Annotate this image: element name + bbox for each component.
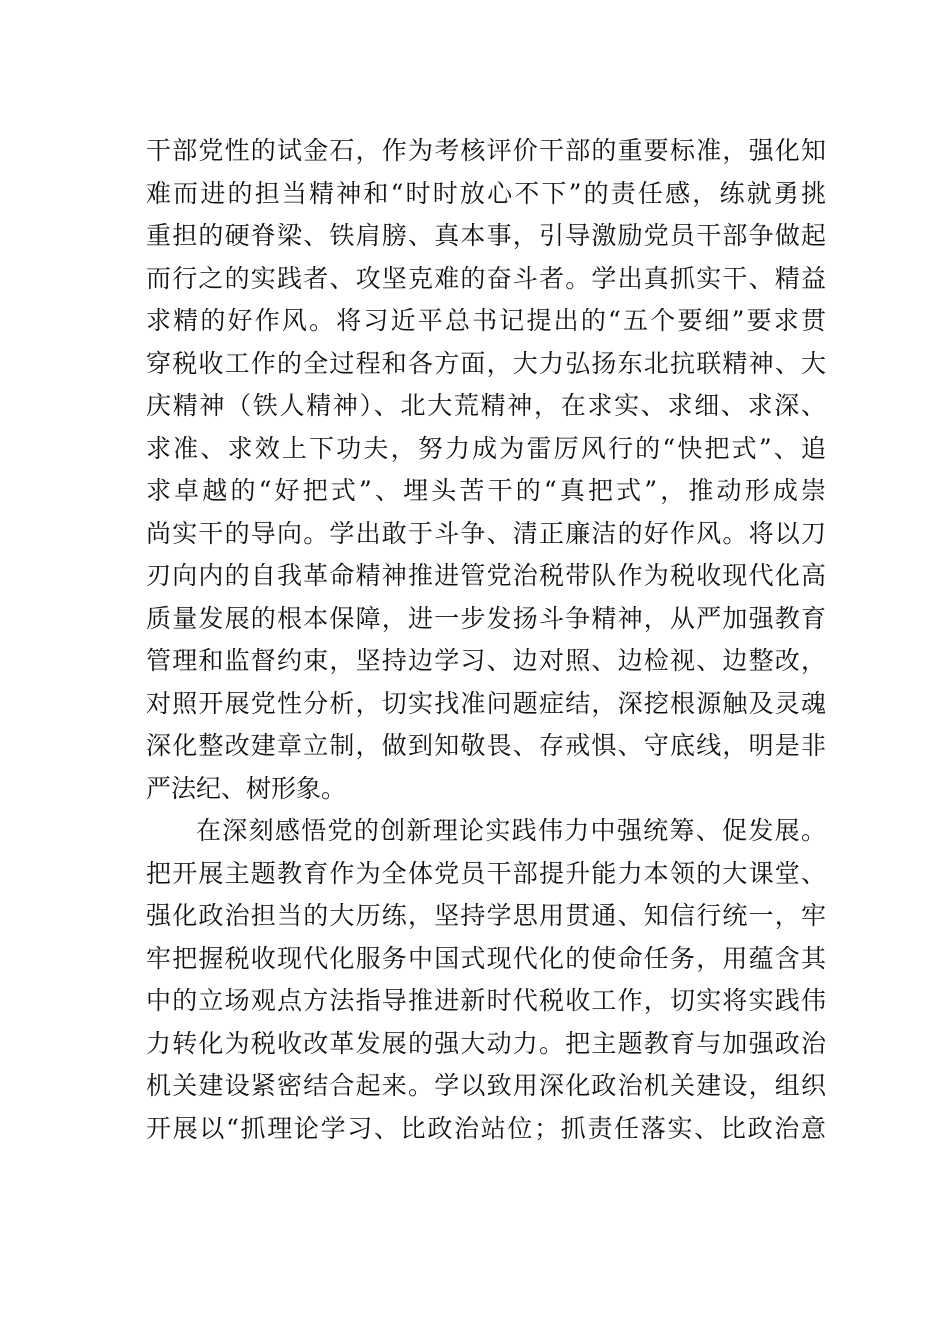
text-line: 求精的好作风。将习近平总书记提出的“五个要细”要求贯 — [146, 306, 826, 335]
text-line: 求卓越的“好把式”、埋头苦干的“真把式”，推动形成崇 — [146, 476, 826, 505]
text-line: 牢把握税收现代化服务中国式现代化的使命任务，用蕴含其 — [146, 943, 826, 973]
text-line: 庆精神（铁人精神）、北大荒精神，在求实、求细、求深、 — [146, 391, 826, 420]
text-line: 管理和监督约束，坚持边学习、边对照、边检视、边整改， — [146, 646, 826, 675]
text-line: 开展以“抓理论学习、比政治站位；抓责任落实、比政治意 — [146, 1113, 826, 1143]
text-line: 把开展主题教育作为全体党员干部提升能力本领的大课堂、 — [146, 858, 826, 888]
body-text — [146, 130, 826, 1150]
text-line: 深化整改建章立制，做到知敬畏、存戒惧、守底线，明是非 — [146, 731, 826, 760]
text-line: 机关建设紧密结合起来。学以致用深化政治机关建设，组织 — [146, 1071, 826, 1100]
text-line: 重担的硬脊梁、铁肩膀、真本事，引导激励党员干部争做起 — [146, 221, 826, 250]
text-line: 中的立场观点方法指导推进新时代税收工作，切实将实践伟 — [146, 986, 826, 1015]
text-line: 求准、求效上下功夫，努力成为雷厉风行的“快把式”、追 — [146, 433, 826, 463]
text-line: 刃向内的自我革命精神推进管党治税带队作为税收现代化高 — [146, 561, 826, 590]
text-line: 对照开展党性分析，切实找准问题症结，深挖根源触及灵魂 — [146, 688, 826, 718]
text-line: 难而进的担当精神和“时时放心不下”的责任感，练就勇挑 — [146, 178, 826, 208]
text-line: 力转化为税收改革发展的强大动力。把主题教育与加强政治 — [146, 1028, 826, 1058]
text-line: 强化政治担当的大历练，坚持学思用贯通、知信行统一，牢 — [146, 901, 826, 930]
text-line: 穿税收工作的全过程和各方面，大力弘扬东北抗联精神、大 — [146, 348, 826, 378]
text-line: 而行之的实践者、攻坚克难的奋斗者。学出真抓实干、精益 — [146, 263, 826, 293]
text-line: 干部党性的试金石，作为考核评价干部的重要标准，强化知 — [146, 136, 826, 165]
text-line: 尚实干的导向。学出敢于斗争、清正廉洁的好作风。将以刀 — [146, 518, 826, 548]
text-line: 严法纪、树形象。 — [146, 773, 347, 803]
text-line: 质量发展的根本保障，进一步发扬斗争精神，从严加强教育 — [146, 603, 826, 633]
paragraph-first-line: 在深刻感悟党的创新理论实践伟力中强统筹、促发展。 — [196, 816, 826, 845]
